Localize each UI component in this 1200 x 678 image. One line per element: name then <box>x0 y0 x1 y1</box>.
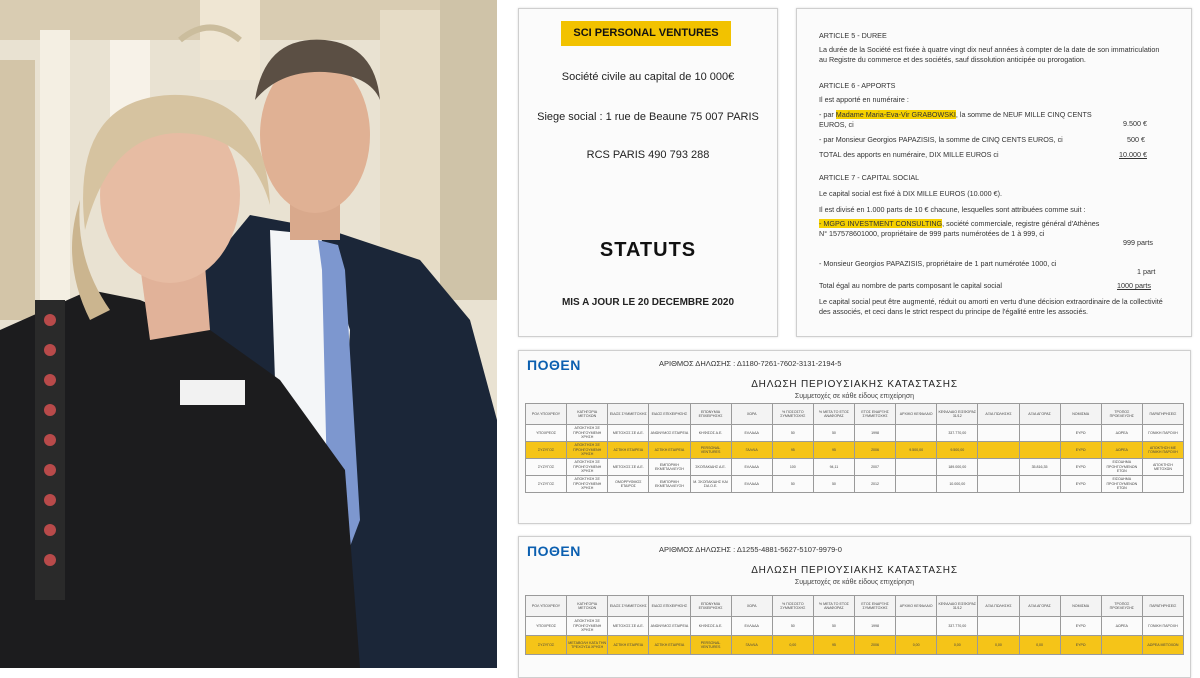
seat-line: Siege social : 1 rue de Beaune 75 007 PARIS <box>537 111 759 123</box>
header-cell: ΑΡΧΙΚΟ ΚΕΦΑΛΑΙΟ <box>896 404 937 425</box>
table-cell: ΔΩΡΕΑ <box>1101 442 1142 459</box>
table-cell: ΣΚΟΠΑΚΙΔΗΣ Α.Ε. <box>690 459 731 476</box>
table-cell: ΜΕΤΟΧΟΣ ΣΕ Α.Ε. <box>608 459 649 476</box>
table-cell <box>896 425 937 442</box>
table-cell: 0,00 <box>937 636 978 655</box>
header-cell: ΡΟΛ ΥΠΟΧΡΕΟΥ <box>526 404 567 425</box>
table-cell <box>896 617 937 636</box>
header-cell: ΤΡΟΠΟΣ ΠΡΟΕΛΕΥΣΗΣ <box>1101 404 1142 425</box>
table-cell: 100 <box>772 459 813 476</box>
table-cell: 337.770,00 <box>937 425 978 442</box>
header-cell: ΧΩΡΑ <box>731 596 772 617</box>
table-cell: 2006 <box>855 442 896 459</box>
table-cell <box>978 617 1019 636</box>
header-cell: ΕΠΩΝΥΜΙΑ ΕΠΙΧΕΙΡΗΣΗΣ <box>690 596 731 617</box>
table-cell: Μ. ΣΚΟΠΑΚΙΔΗΣ ΚΑΙ ΣΙΑ Ο.Ε. <box>690 476 731 493</box>
art6-total-amount: 10.000 € <box>1119 150 1147 159</box>
table-cell: ΑΠΟΚΤΗΣΗ ΜΕΤΟΧΩΝ <box>1142 459 1183 476</box>
table-header-row <box>526 596 1184 617</box>
art7-title: ARTICLE 7 - CAPITAL SOCIAL <box>819 173 920 182</box>
statuts-title: STATUTS <box>599 239 697 261</box>
table-cell <box>978 459 1019 476</box>
table-cell: 50 <box>772 617 813 636</box>
art6-line1-amount: 9.500 € <box>1123 119 1147 128</box>
table-row <box>526 459 1184 476</box>
art6-line1-pre: - par <box>819 110 836 119</box>
art7-holder1-post: , société commerciale, registre général d'Athènes N° 157578601000, propriétaire de 999 parts numérotées de 1 à 999, ci <box>819 219 1100 238</box>
table-cell <box>1019 617 1060 636</box>
table-cell: PERSONAL VENTURES <box>690 442 731 459</box>
header-cell: ΚΑΤΗΓΟΡΙΑ ΜΕΤΟΧΩΝ <box>567 596 608 617</box>
table-cell: ΕΜΠΟΡΙΚΗ ΕΚΜΕΤΑΛΛΕΥΣΗ <box>649 459 690 476</box>
table-cell: 1998 <box>855 617 896 636</box>
table-cell: ΓΟΝΙΚΗ ΠΑΡΟΧΗ <box>1142 617 1183 636</box>
header-cell: ΕΙΔΟΣ ΕΠΙΧΕΙΡΗΣΗΣ <box>649 404 690 425</box>
table-cell: ΕΜΠΟΡΙΚΗ ΕΚΜΕΤΑΛΛΕΥΣΗ <box>649 476 690 493</box>
table-cell: ΥΠΟΧΡΕΟΣ <box>526 617 567 636</box>
table-cell: ΑΠΟΚΤΗΣΗ ΣΕ ΠΡΟΗΓΟΥΜΕΝΗ ΧΡΗΣΗ <box>567 425 608 442</box>
art6-title: ARTICLE 6 - APPORTS <box>819 81 896 90</box>
rcs-line: RCS PARIS 490 793 288 <box>586 149 710 161</box>
table-cell: 189.000,00 <box>937 459 978 476</box>
art7-holder2: - Monsieur Georgios PAPAZISIS, propriétaire de 1 part numérotée 1000, ci <box>819 259 1057 268</box>
table-cell: ΕΛΛΑΔΑ <box>731 617 772 636</box>
photo-illustration <box>0 0 497 668</box>
table-cell: ΣΥΖΥΓΟΣ <box>526 442 567 459</box>
header-cell: ΑΞΙΑ ΑΓΟΡΑΣ <box>1019 404 1060 425</box>
table-cell: ΕΥΡΩ <box>1060 476 1101 493</box>
table-cell: ΑΠΟΚΤΗΣΗ ΣΕ ΠΡΟΗΓΟΥΜΕΝΗ ΧΡΗΣΗ <box>567 442 608 459</box>
header-cell: % ΠΟΣΟΣΤΟ ΣΥΜΜΕΤΟΧΗΣ <box>772 404 813 425</box>
declaration-number: ΑΡΙΘΜΟΣ ΔΗΛΩΣΗΣ : Δ1255-4881-5627-5107-9979-0 <box>659 545 842 554</box>
pothen-logo: ΠΟΘΕΝ <box>527 357 581 373</box>
table-cell: 0,00 <box>772 636 813 655</box>
table-cell: 9.500,00 <box>896 442 937 459</box>
table-cell: 0,00 <box>978 636 1019 655</box>
table-cell: ΜΕΤΟΧΟΣ ΣΕ Α.Ε. <box>608 425 649 442</box>
header-cell: ΝΟΜΙΣΜΑ <box>1060 404 1101 425</box>
statuts-cover-page <box>518 8 778 337</box>
header-cell: ΑΡΧΙΚΟ ΚΕΦΑΛΑΙΟ <box>896 596 937 617</box>
table-cell: ΕΙΣΟΔΗΜΑ ΠΡΟΗΓΟΥΜΕΝΩΝ ΕΤΩΝ <box>1101 459 1142 476</box>
header-cell: ΠΑΡΑΤΗΡΗΣΕΙΣ <box>1142 596 1183 617</box>
pothen-logo: ΠΟΘΕΝ <box>527 543 581 559</box>
header-cell: ΕΤΟΣ ΕΝΑΡΞΗΣ ΣΥΜΜΕΤΟΧΗΣ <box>855 596 896 617</box>
table-cell: ΑΝΩΝΥΜΟΣ ΕΤΑΙΡΕΙΑ <box>649 425 690 442</box>
table-cell: ΑΣΤΙΚΗ ΕΤΑΙΡΕΙΑ <box>608 442 649 459</box>
asset-declaration-1 <box>518 350 1191 524</box>
header-cell: % ΜΕΤΑ ΤΟ ΕΤΟΣ ΑΝΑΦΟΡΑΣ <box>813 596 854 617</box>
company-name-banner: SCI PERSONAL VENTURES <box>561 21 731 46</box>
table-cell: ΜΕΤΑΒΟΛΗ ΚΑΤΑ ΤΗΝ ΤΡΕΧΟΥΣΑ ΧΡΗΣΗ <box>567 636 608 655</box>
table-cell: 0,00 <box>896 636 937 655</box>
header-cell: % ΠΟΣΟΣΤΟ ΣΥΜΜΕΤΟΧΗΣ <box>772 596 813 617</box>
table-row <box>526 425 1184 442</box>
art6-line2: - par Monsieur Georgios PAPAZISIS, la somme de CINQ CENTS EUROS, ci <box>819 135 1063 144</box>
table-cell <box>978 476 1019 493</box>
table-row <box>526 617 1184 636</box>
art6-line1-post: , la somme de NEUF MILLE CINQ CENTS EUROS, ci <box>819 110 1092 129</box>
header-cell: ΝΟΜΙΣΜΑ <box>1060 596 1101 617</box>
table-cell: ΑΠΟΚΤΗΣΗ ΣΕ ΠΡΟΗΓΟΥΜΕΝΗ ΧΡΗΣΗ <box>567 476 608 493</box>
table-cell: ΕΥΡΩ <box>1060 617 1101 636</box>
table-cell: 95 <box>772 442 813 459</box>
table-cell: 35.816,35 <box>1019 459 1060 476</box>
table-cell: ΕΛΛΑΔΑ <box>731 459 772 476</box>
table-cell: ΔΩΡΕΑ <box>1101 425 1142 442</box>
art7-total: Total égal au nombre de parts composant le capital social <box>819 281 1002 290</box>
table-cell: 1998 <box>855 425 896 442</box>
header-cell: ΕΤΟΣ ΕΝΑΡΞΗΣ ΣΥΜΜΕΤΟΧΗΣ <box>855 404 896 425</box>
art7-line2: Il est divisé en 1.000 parts de 10 € chacune, lesquelles sont attribuées comme suit : <box>819 205 1086 214</box>
table-cell <box>978 425 1019 442</box>
table-cell: ΚΗΦΙΣΟΣ Α.Ε. <box>690 617 731 636</box>
declaration-table <box>525 403 1184 493</box>
table-cell: 337.770,00 <box>937 617 978 636</box>
art7-holder1 <box>819 219 1109 238</box>
art6-line2-amount: 500 € <box>1127 135 1145 144</box>
art7-total-amount: 1000 parts <box>1117 281 1151 290</box>
table-cell: ΑΠΟΚΤΗΣΗ ΣΕ ΠΡΟΗΓΟΥΜΕΝΗ ΧΡΗΣΗ <box>567 617 608 636</box>
declaration-number: ΑΡΙΘΜΟΣ ΔΗΛΩΣΗΣ : Δ1180-7261-7602-3131-2194-5 <box>659 359 842 368</box>
art5-title: ARTICLE 5 - DUREE <box>819 31 887 40</box>
table-cell: ΔΩΡΕΑ ΜΕΤΟΧΩΝ <box>1142 636 1183 655</box>
header-cell: ΚΕΦΑΛΑΙΟ ΕΙΣΦΟΡΑΣ 31/12 <box>937 596 978 617</box>
declaration-table <box>525 595 1184 655</box>
table-cell <box>1101 636 1142 655</box>
table-cell: 50 <box>772 425 813 442</box>
header-cell: ΑΞΙΑ ΠΩΛΗΣΗΣ <box>978 596 1019 617</box>
table-cell: ΚΗΦΙΣΟΣ Α.Ε. <box>690 425 731 442</box>
table-cell: 95 <box>813 636 854 655</box>
table-cell: ΣΥΖΥΓΟΣ <box>526 476 567 493</box>
header-cell: ΧΩΡΑ <box>731 404 772 425</box>
table-cell: 2012 <box>855 476 896 493</box>
art7-holder1-amount: 999 parts <box>1123 238 1153 247</box>
table-cell: ΑΝΩΝΥΜΟΣ ΕΤΑΙΡΕΙΑ <box>649 617 690 636</box>
art7-holder1-highlight: - MGPG INVESTMENT CONSULTING <box>819 219 943 228</box>
table-row <box>526 476 1184 493</box>
table-cell <box>1019 442 1060 459</box>
table-cell: ΕΥΡΩ <box>1060 636 1101 655</box>
art7-closing: Le capital social peut être augmenté, réduit ou amorti en vertu d'une décision extraordinaire de la collectivité des associés, et ceci dans le strict respect du principe de l'égalité entre les associés. <box>819 297 1163 316</box>
table-cell: ΔΩΡΕΑ <box>1101 617 1142 636</box>
declaration-title: ΔΗΛΩΣΗ ΠΕΡΙΟΥΣΙΑΚΗΣ ΚΑΤΑΣΤΑΣΗΣ <box>751 565 958 576</box>
header-cell: % ΜΕΤΑ ΤΟ ΕΤΟΣ ΑΝΑΦΟΡΑΣ <box>813 404 854 425</box>
table-cell: 9.500,00 <box>937 442 978 459</box>
header-cell: ΕΠΩΝΥΜΙΑ ΕΠΙΧΕΙΡΗΣΗΣ <box>690 404 731 425</box>
table-cell: ΕΛΛΑΔΑ <box>731 425 772 442</box>
art7-holder2-amount: 1 part <box>1137 267 1156 276</box>
art7-line1: Le capital social est fixé à DIX MILLE EUROS (10.000 €). <box>819 189 1002 198</box>
table-cell <box>896 476 937 493</box>
table-cell: 50 <box>813 617 854 636</box>
table-cell: ΥΠΟΧΡΕΟΣ <box>526 425 567 442</box>
table-cell: 50 <box>813 476 854 493</box>
table-cell: ΕΥΡΩ <box>1060 425 1101 442</box>
table-cell <box>1142 476 1183 493</box>
table-cell: ΑΠΟΚΤΗΣΗ ΜΕ ΓΟΝΙΚΗ ΠΑΡΟΧΗ <box>1142 442 1183 459</box>
table-cell: 50 <box>813 425 854 442</box>
table-cell: ΕΙΣΟΔΗΜΑ ΠΡΟΗΓΟΥΜΕΝΩΝ ΕΤΩΝ <box>1101 476 1142 493</box>
table-cell: ΑΣΤΙΚΗ ΕΤΑΙΡΕΙΑ <box>608 636 649 655</box>
header-cell: ΑΞΙΑ ΠΩΛΗΣΗΣ <box>978 404 1019 425</box>
table-cell: 95 <box>813 442 854 459</box>
table-header-row <box>526 404 1184 425</box>
table-cell: ΑΣΤΙΚΗ ΕΤΑΙΡΕΙΑ <box>649 636 690 655</box>
table-cell: 94,11 <box>813 459 854 476</box>
table-cell: ΟΜΟΡΡΥΘΜΟΣ ΕΤΑΙΡΟΣ <box>608 476 649 493</box>
declaration-subtitle: Συμμετοχές σε κάθε είδους επιχείρηση <box>794 579 915 586</box>
table-cell: 50 <box>772 476 813 493</box>
table-cell: 2006 <box>855 636 896 655</box>
table-cell <box>896 459 937 476</box>
header-cell: ΠΑΡΑΤΗΡΗΣΕΙΣ <box>1142 404 1183 425</box>
table-cell: ΜΕΤΟΧΟΣ ΣΕ Α.Ε. <box>608 617 649 636</box>
art5-text: La durée de la Société est fixée à quatre vingt dix neuf années à compter de la date de son immatriculation au Registre du commerce et des sociétés, sauf dissolution anticipée ou prorogation. <box>819 45 1160 64</box>
table-cell: ΓΑΛΛΙΑ <box>731 442 772 459</box>
couple-photo <box>0 0 497 668</box>
table-row <box>526 636 1184 655</box>
table-cell: ΑΠΟΚΤΗΣΗ ΣΕ ΠΡΟΗΓΟΥΜΕΝΗ ΧΡΗΣΗ <box>567 459 608 476</box>
header-cell: ΤΡΟΠΟΣ ΠΡΟΕΛΕΥΣΗΣ <box>1101 596 1142 617</box>
table-cell <box>1019 476 1060 493</box>
table-cell: PERSONAL VENTURES <box>690 636 731 655</box>
header-cell: ΕΙΔΟΣ ΣΥΜΜΕΤΟΧΗΣ <box>608 596 649 617</box>
asset-declaration-2 <box>518 536 1191 678</box>
table-cell: ΓΑΛΛΙΑ <box>731 636 772 655</box>
table-cell: ΑΣΤΙΚΗ ΕΤΑΙΡΕΙΑ <box>649 442 690 459</box>
table-cell: ΣΥΖΥΓΟΣ <box>526 459 567 476</box>
art6-line1 <box>819 110 1109 129</box>
header-cell: ΑΞΙΑ ΑΓΟΡΑΣ <box>1019 596 1060 617</box>
table-cell: ΕΥΡΩ <box>1060 459 1101 476</box>
declaration-subtitle: Συμμετοχές σε κάθε είδους επιχείρηση <box>794 393 915 400</box>
statuts-articles-page <box>796 8 1192 337</box>
art6-intro: Il est apporté en numéraire : <box>819 95 909 104</box>
capital-line: Société civile au capital de 10 000€ <box>561 71 735 83</box>
table-cell: 2007 <box>855 459 896 476</box>
table-cell <box>978 442 1019 459</box>
table-cell <box>1019 425 1060 442</box>
declaration-title: ΔΗΛΩΣΗ ΠΕΡΙΟΥΣΙΑΚΗΣ ΚΑΤΑΣΤΑΣΗΣ <box>751 379 958 390</box>
art6-line1-highlight: Madame Maria-Eva-Vir GRABOWSKI <box>835 110 956 119</box>
table-row <box>526 442 1184 459</box>
header-cell: ΚΑΤΗΓΟΡΙΑ ΜΕΤΟΧΩΝ <box>567 404 608 425</box>
table-cell: ΕΥΡΩ <box>1060 442 1101 459</box>
table-cell: ΓΟΝΙΚΗ ΠΑΡΟΧΗ <box>1142 425 1183 442</box>
art6-total: TOTAL des apports en numéraire, DIX MILLE EUROS ci <box>819 150 999 159</box>
table-cell: ΕΛΛΑΔΑ <box>731 476 772 493</box>
header-cell: ΕΙΔΟΣ ΣΥΜΜΕΤΟΧΗΣ <box>608 404 649 425</box>
table-cell: 0,00 <box>1019 636 1060 655</box>
header-cell: ΡΟΛ ΥΠΟΧΡΕΟΥ <box>526 596 567 617</box>
table-cell: 10.000,00 <box>937 476 978 493</box>
header-cell: ΚΕΦΑΛΑΙΟ ΕΙΣΦΟΡΑΣ 31/12 <box>937 404 978 425</box>
header-cell: ΕΙΔΟΣ ΕΠΙΧΕΙΡΗΣΗΣ <box>649 596 690 617</box>
update-line: MIS A JOUR LE 20 DECEMBRE 2020 <box>561 297 735 308</box>
table-cell: ΣΥΖΥΓΟΣ <box>526 636 567 655</box>
